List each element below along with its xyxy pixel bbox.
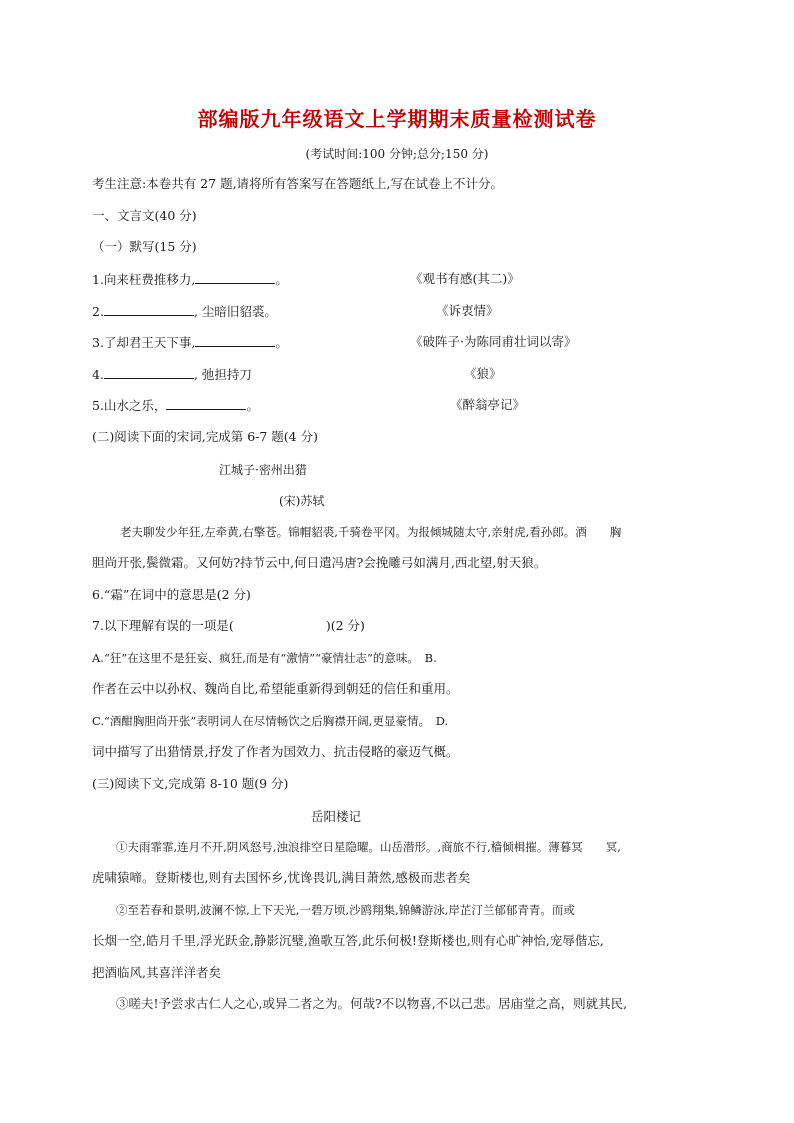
question-4-text: 4. (92, 367, 104, 382)
question-7-text: 7.以下理解有误的一项是( (92, 618, 234, 633)
question-5-tail: 。 (246, 398, 259, 413)
question-2 (92, 303, 277, 320)
question-2-text: 2. (92, 304, 104, 319)
question-4 (92, 366, 252, 383)
question-6: 6.“霜”在词中的意思是(2 分) (92, 587, 251, 602)
question-1-source: 《观书有感(其二)》 (410, 271, 520, 286)
option-b: 作者在云中以孙权、魏尚自比,希望能重新得到朝廷的信任和重用。 (92, 681, 459, 696)
poem-line: 胆尚开张,鬓微霜。又何妨?持节云中,何日遣冯唐?会挽雕弓如满月,西北望,射天狼。 (92, 555, 547, 570)
exam-subtitle: (考试时间:100 分钟;总分;150 分) (305, 147, 489, 161)
question-2-tail: , 尘暗旧貂裘。 (193, 304, 277, 319)
text-title: 岳阳楼记 (311, 809, 362, 824)
question-7-points: )(2 分) (325, 618, 365, 633)
passage-line: 虎啸猿啼。登斯楼也,则有去国怀乡,忧谗畏讥,满目萧然,感极而悲者矣 (92, 870, 471, 885)
option-d: 词中描写了出猎情景,抒发了作者为国效力、抗击侵略的豪迈气概。 (92, 744, 459, 759)
question-7 (92, 618, 365, 634)
answer-blank[interactable] (166, 397, 246, 410)
question-4-source: 《狼》 (464, 366, 502, 381)
passage-line: 长烟一空,皓月千里,浮光跃金,静影沉璧,渔歌互答,此乐何极!登斯楼也,则有心旷神怡,宠辱偕忘, (92, 933, 604, 948)
question-5 (92, 397, 259, 414)
question-1-tail: 。 (275, 272, 288, 287)
exam-title: 部编版九年级语文上学期期末质量检测试卷 (197, 107, 597, 131)
question-1-text: 1.向来枉费推移力, (92, 272, 196, 287)
passage-line: 把酒临风,其喜洋洋者矣 (92, 965, 221, 980)
answer-blank[interactable] (195, 271, 275, 284)
section1-heading: 一、文言文(40 分) (92, 208, 197, 223)
question-3-source: 《破阵子·为陈同甫壮词以寄》 (410, 334, 577, 349)
question-1 (92, 271, 288, 288)
option-a: A.“狂”在这里不是狂妄、疯狂,而是有“激情”“豪情壮志”的意味。 B. (92, 651, 437, 665)
answer-blank[interactable] (195, 334, 275, 347)
poem-author: (宋)苏轼 (279, 494, 325, 508)
poem-line: 老夫聊发少年狂,左牵黄,右擎苍。锦帽貂裘,千骑卷平冈。为报倾城随太守,亲射虎,看孙郎。酒 胸 (120, 525, 622, 539)
question-5-source: 《醉翁亭记》 (450, 397, 526, 412)
exam-notice: 考生注意:本卷共有 27 题,请将所有答案写在答题纸上,写在试卷上不计分。 (92, 176, 504, 191)
answer-blank[interactable] (104, 366, 194, 379)
passage-line: ③嗟夫!予尝求古仁人之心,或异二者之为。何哉?不以物喜,不以己悲。居庙堂之高，则就其民, (116, 996, 628, 1011)
part2-heading: (二)阅读下面的宋词,完成第 6-7 题(4 分) (92, 429, 318, 444)
passage-line: ①夫雨霏霏,连月不开,阴风怒号,浊浪排空日星隐曜。山岳潜形。,商旅不行,樯倾楫摧。薄暮冥 冥, (116, 840, 621, 854)
part1-heading: （一）默写(15 分) (92, 239, 197, 254)
part3-heading: (三)阅读下文,完成第 8-10 题(9 分) (92, 776, 289, 791)
question-2-source: 《诉衷情》 (436, 303, 499, 318)
question-4-tail: , 弛担持刀 (193, 367, 252, 382)
option-c: C.“酒酣胸胆尚开张”表明词人在尽情畅饮之后胸襟开阔,更显豪情。 D. (92, 714, 449, 728)
poem-title: 江城子·密州出猎 (219, 463, 307, 477)
question-3-tail: 。 (275, 335, 288, 350)
question-5-text: 5.山水之乐， (92, 398, 167, 413)
question-3-text: 3.了却君王天下事, (92, 335, 196, 350)
question-3 (92, 334, 288, 351)
answer-blank[interactable] (104, 303, 194, 316)
passage-line: ②至若春和景明,波澜不惊,上下天光,一碧万顷,沙鸥翔集,锦鳞游泳,岸芷汀兰郁郁青青。而或 (116, 903, 575, 917)
